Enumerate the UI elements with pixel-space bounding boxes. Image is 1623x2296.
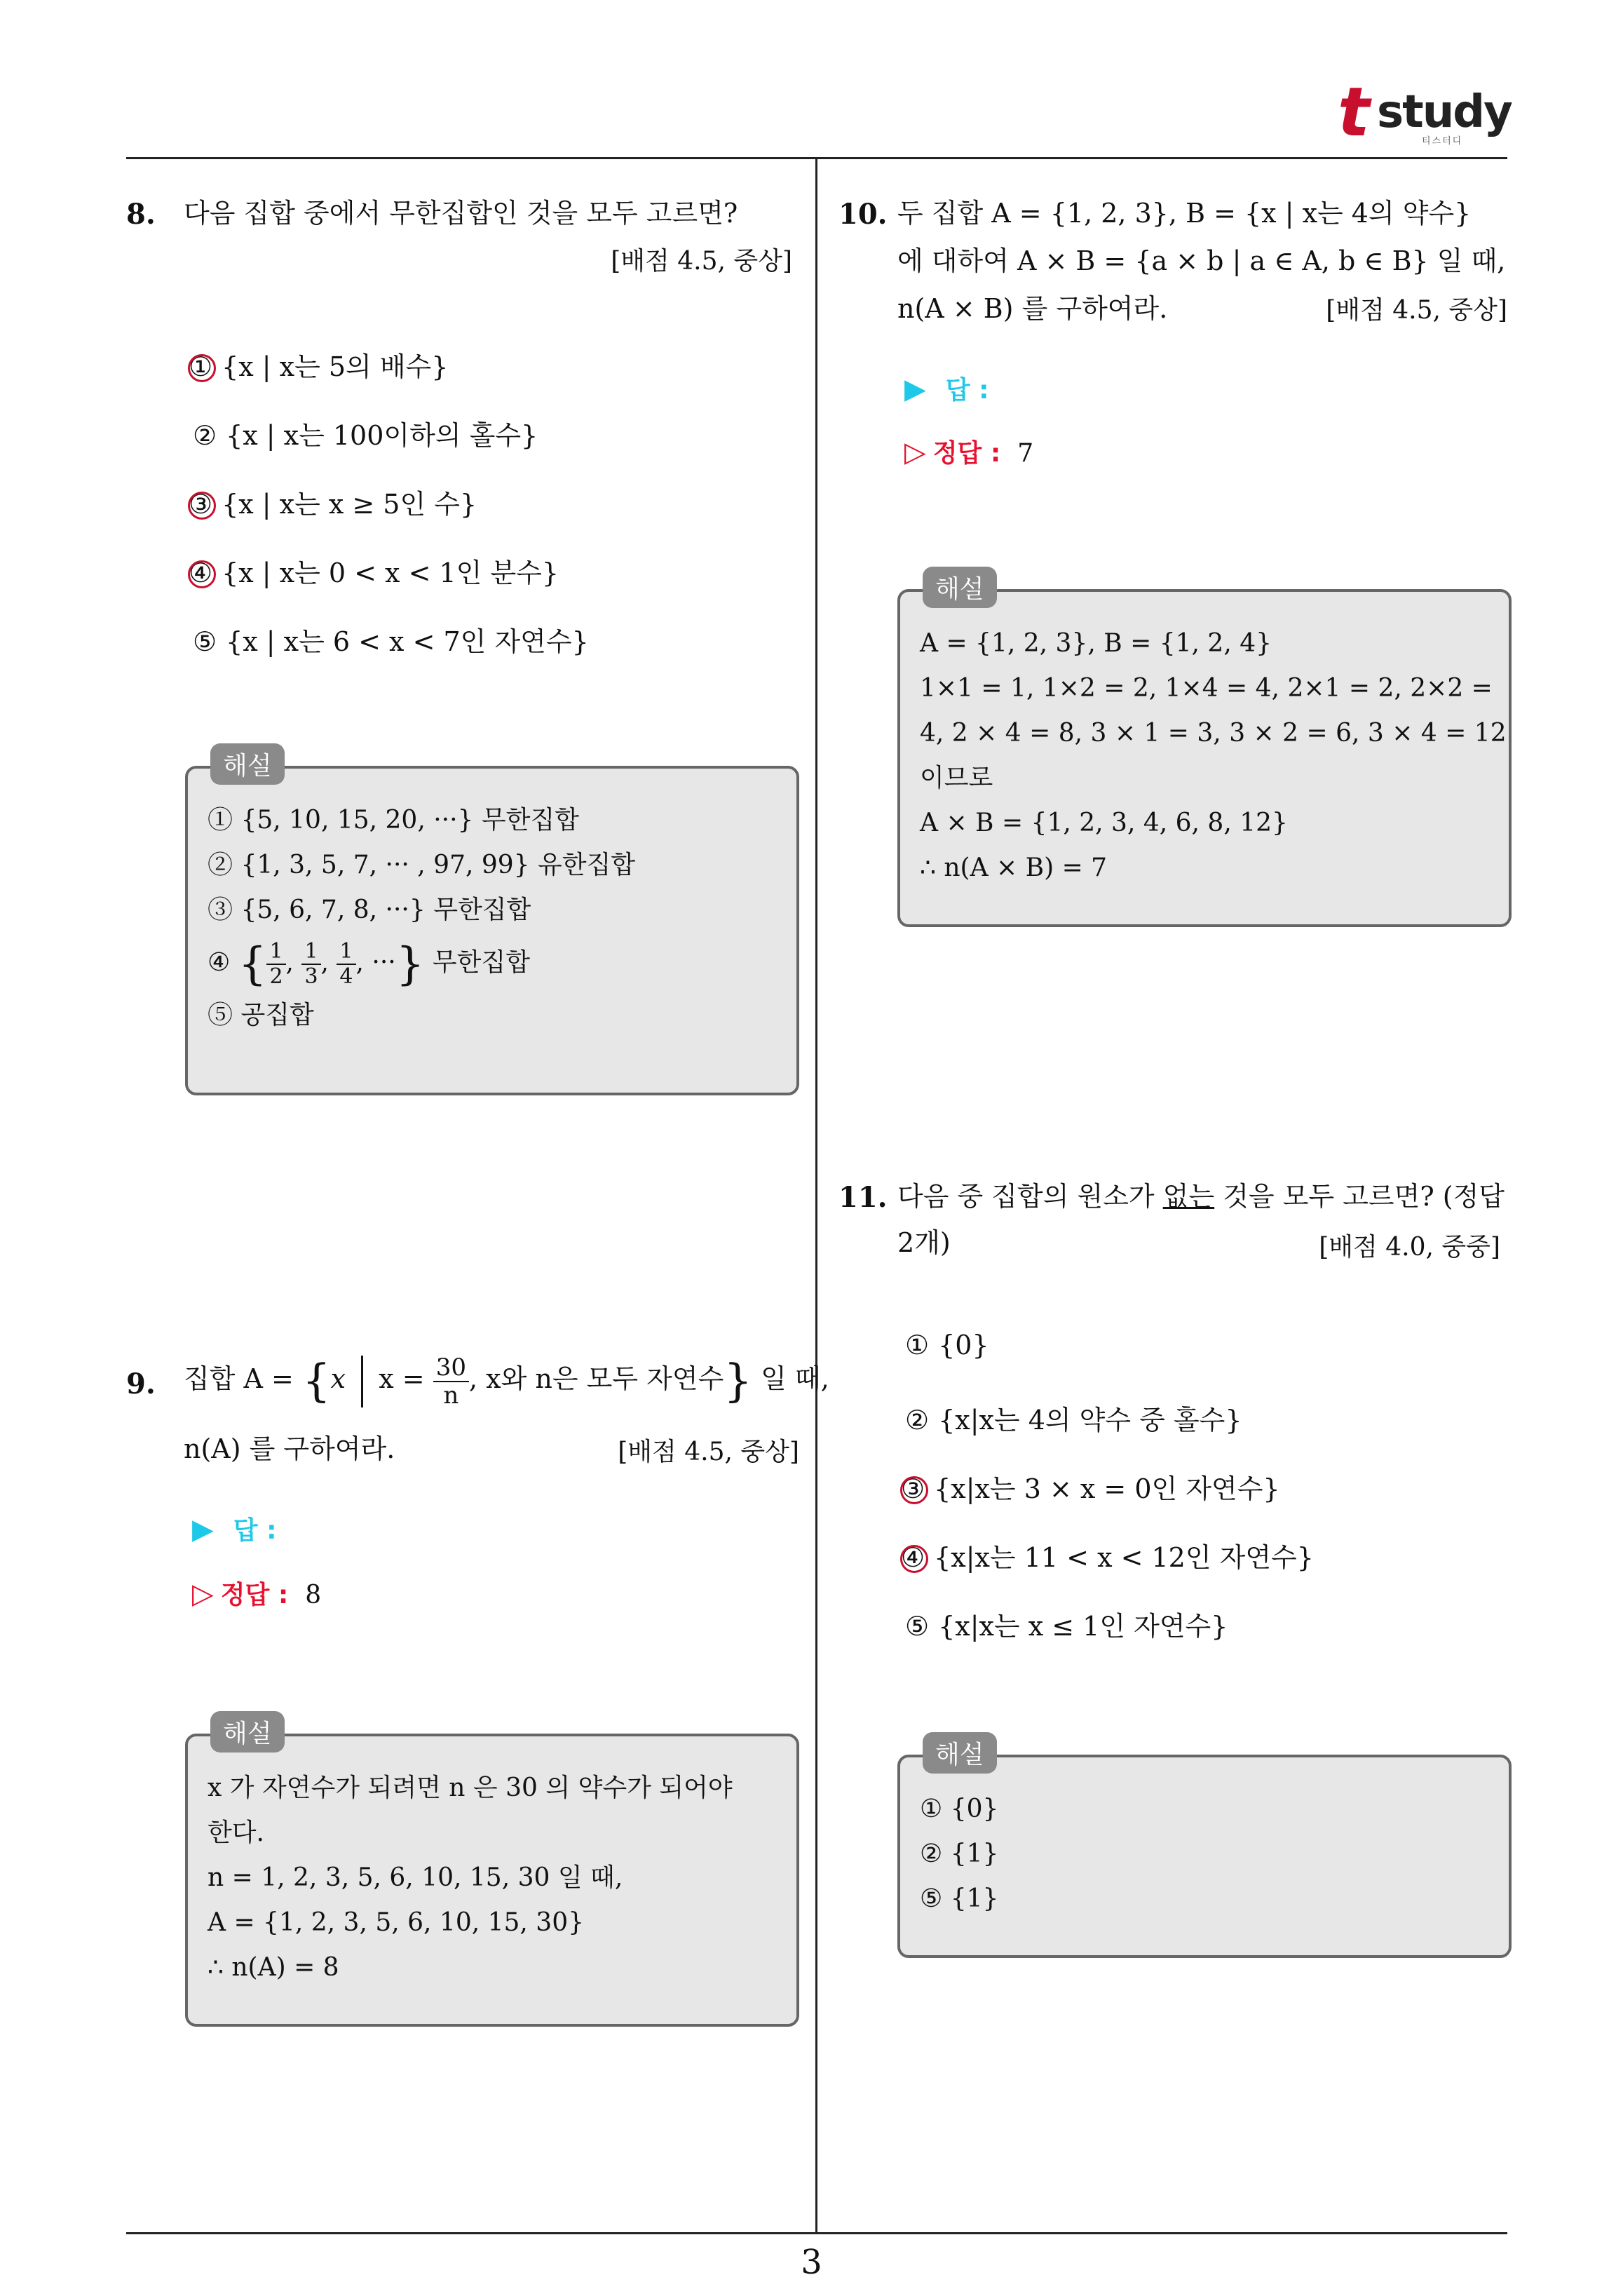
q8-score: [배점 4.5, 중상] <box>611 247 792 276</box>
q8-solution <box>208 798 635 1038</box>
q9-sol-line: A = {1, 2, 3, 5, 6, 10, 15, 30} <box>208 1908 585 1937</box>
selected-circle-icon <box>188 492 216 520</box>
q11-solution <box>920 1787 998 1922</box>
q11-option-4[interactable]: ④ {x|x는 11 < x < 12인 자연수} <box>900 1542 1314 1573</box>
q10-sol-line: A = {1, 2, 3}, B = {1, 2, 4} <box>920 629 1272 658</box>
selected-circle-icon <box>900 1545 928 1573</box>
q10-sol-line: ∴ n(A × B) = 7 <box>920 853 1108 882</box>
q8-sol-line: ⑤ 공집합 <box>208 1001 314 1029</box>
q10-text-line1: 두 집합 A = {1, 2, 3}, B = {x | x는 4의 약수} <box>897 198 1472 229</box>
q10-sol-line: A × B = {1, 2, 3, 4, 6, 8, 12} <box>920 809 1288 837</box>
q11-solution-tag: 해설 <box>923 1732 997 1774</box>
q10-sol-line: 이므로 <box>920 764 993 792</box>
q10-solution <box>920 621 1507 891</box>
page-number: 3 <box>801 2243 822 2282</box>
q8-solution-tag: 해설 <box>210 743 285 785</box>
q10-answer-row[interactable]: ▶ 답 : <box>904 373 989 405</box>
q8-sol-line: ③ {5, 6, 7, 8, ···} 무한집합 <box>208 896 531 924</box>
q9-sol-line: ∴ n(A) = 8 <box>208 1953 339 1982</box>
q8-option-1[interactable]: ① {x | x는 5의 배수} <box>188 351 449 382</box>
q8-sol-line: ① {5, 10, 15, 20, ···} 무한집합 <box>208 806 580 835</box>
q11-text-line2: 2개) <box>897 1227 951 1258</box>
q9-text: 집합 A = {x x = $\frac{30}{n}$ , x와 n은 모두 자연수} 일 때, <box>184 1353 829 1410</box>
q10-sol-line: 4, 2 × 4 = 8, 3 × 1 = 3, 3 × 2 = 6, 3 × 4 = 12 <box>920 719 1507 748</box>
logo-letter: t <box>1338 73 1370 151</box>
q8-number: 8. <box>126 198 156 231</box>
q9-sol-line: x 가 자연수가 되려면 n 은 30 의 약수가 되어야 <box>208 1774 733 1802</box>
q11-sol-line: ② {1} <box>920 1839 999 1868</box>
q9-solution-tag: 해설 <box>210 1711 285 1753</box>
footer-rule <box>126 2232 1507 2234</box>
column-divider <box>815 158 817 2232</box>
q11-option-5[interactable]: ⑤ {x|x는 x ≤ 1인 자연수} <box>904 1611 1228 1642</box>
q10-text-line2: 에 대하여 A × B = {a × b | a ∈ A, b ∈ B} 일 때, <box>897 245 1506 276</box>
q11-option-3[interactable]: ③ {x|x는 3 × x = 0인 자연수} <box>900 1473 1280 1504</box>
q10-correct-row: ▷ 정답 : 7 <box>904 436 1034 468</box>
logo-sub: 티스터디 <box>1422 136 1463 147</box>
q11-option-1[interactable]: ① {0} <box>904 1330 989 1360</box>
q9-sol-line: n = 1, 2, 3, 5, 6, 10, 15, 30 일 때, <box>208 1863 623 1892</box>
q9-score: [배점 4.5, 중상] <box>618 1438 799 1466</box>
q8-option-5[interactable]: ⑤ {x | x는 6 < x < 7인 자연수} <box>192 626 589 657</box>
q10-solution-tag: 해설 <box>923 567 997 608</box>
q11-text-line1: 다음 중 집합의 원소가 없는 것을 모두 고르면? (정답 <box>897 1181 1505 1212</box>
q9-number: 9. <box>126 1368 156 1400</box>
q10-number: 10. <box>838 198 888 231</box>
outline-triangle-icon: ▷ <box>192 1578 214 1610</box>
tstudy-logo <box>1338 73 1512 151</box>
q11-number: 11. <box>838 1181 888 1214</box>
q9-sol-line: 한다. <box>208 1818 264 1847</box>
play-triangle-icon: ▶ <box>904 373 926 405</box>
play-triangle-icon: ▶ <box>192 1513 214 1546</box>
q8-option-2[interactable]: ② {x | x는 100이하의 홀수} <box>192 420 538 451</box>
q9-text-line2: n(A) 를 구하여라. <box>184 1433 395 1464</box>
q10-sol-line: 1×1 = 1, 1×2 = 2, 1×4 = 4, 2×1 = 2, 2×2 = <box>920 674 1493 703</box>
q8-sol-line: ④ { $\frac{1}{2}$ , $\frac{1}{3}$ , $\frac{1}{4}$ , ···} 무한집합 <box>208 938 531 990</box>
q9-solution <box>208 1766 733 1990</box>
selected-circle-icon <box>188 560 216 588</box>
q10-text-line3: n(A × B) 를 구하여라. <box>897 293 1168 324</box>
selected-circle-icon <box>188 354 216 382</box>
q11-sol-line: ⑤ {1} <box>920 1884 999 1913</box>
q10-score: [배점 4.5, 중상] <box>1326 296 1507 325</box>
q11-score: [배점 4.0, 중중] <box>1319 1233 1500 1262</box>
selected-circle-icon <box>900 1476 928 1504</box>
q9-answer-row[interactable]: ▶ 답 : <box>192 1513 277 1546</box>
q8-option-4[interactable]: ④ {x | x는 0 < x < 1인 분수} <box>188 558 559 588</box>
q11-option-2[interactable]: ② {x|x는 4의 약수 중 홀수} <box>904 1405 1242 1436</box>
q8-sol-line: ② {1, 3, 5, 7, ··· , 97, 99} 유한집합 <box>208 851 636 879</box>
q11-sol-line: ① {0} <box>920 1795 999 1823</box>
logo-word: study <box>1377 86 1512 138</box>
q8-option-3[interactable]: ③ {x | x는 x ≥ 5인 수} <box>188 489 477 520</box>
outline-triangle-icon: ▷ <box>904 436 926 468</box>
q9-correct-row: ▷ 정답 : 8 <box>192 1578 322 1610</box>
q8-text: 다음 집합 중에서 무한집합인 것을 모두 고르면? <box>184 198 738 229</box>
